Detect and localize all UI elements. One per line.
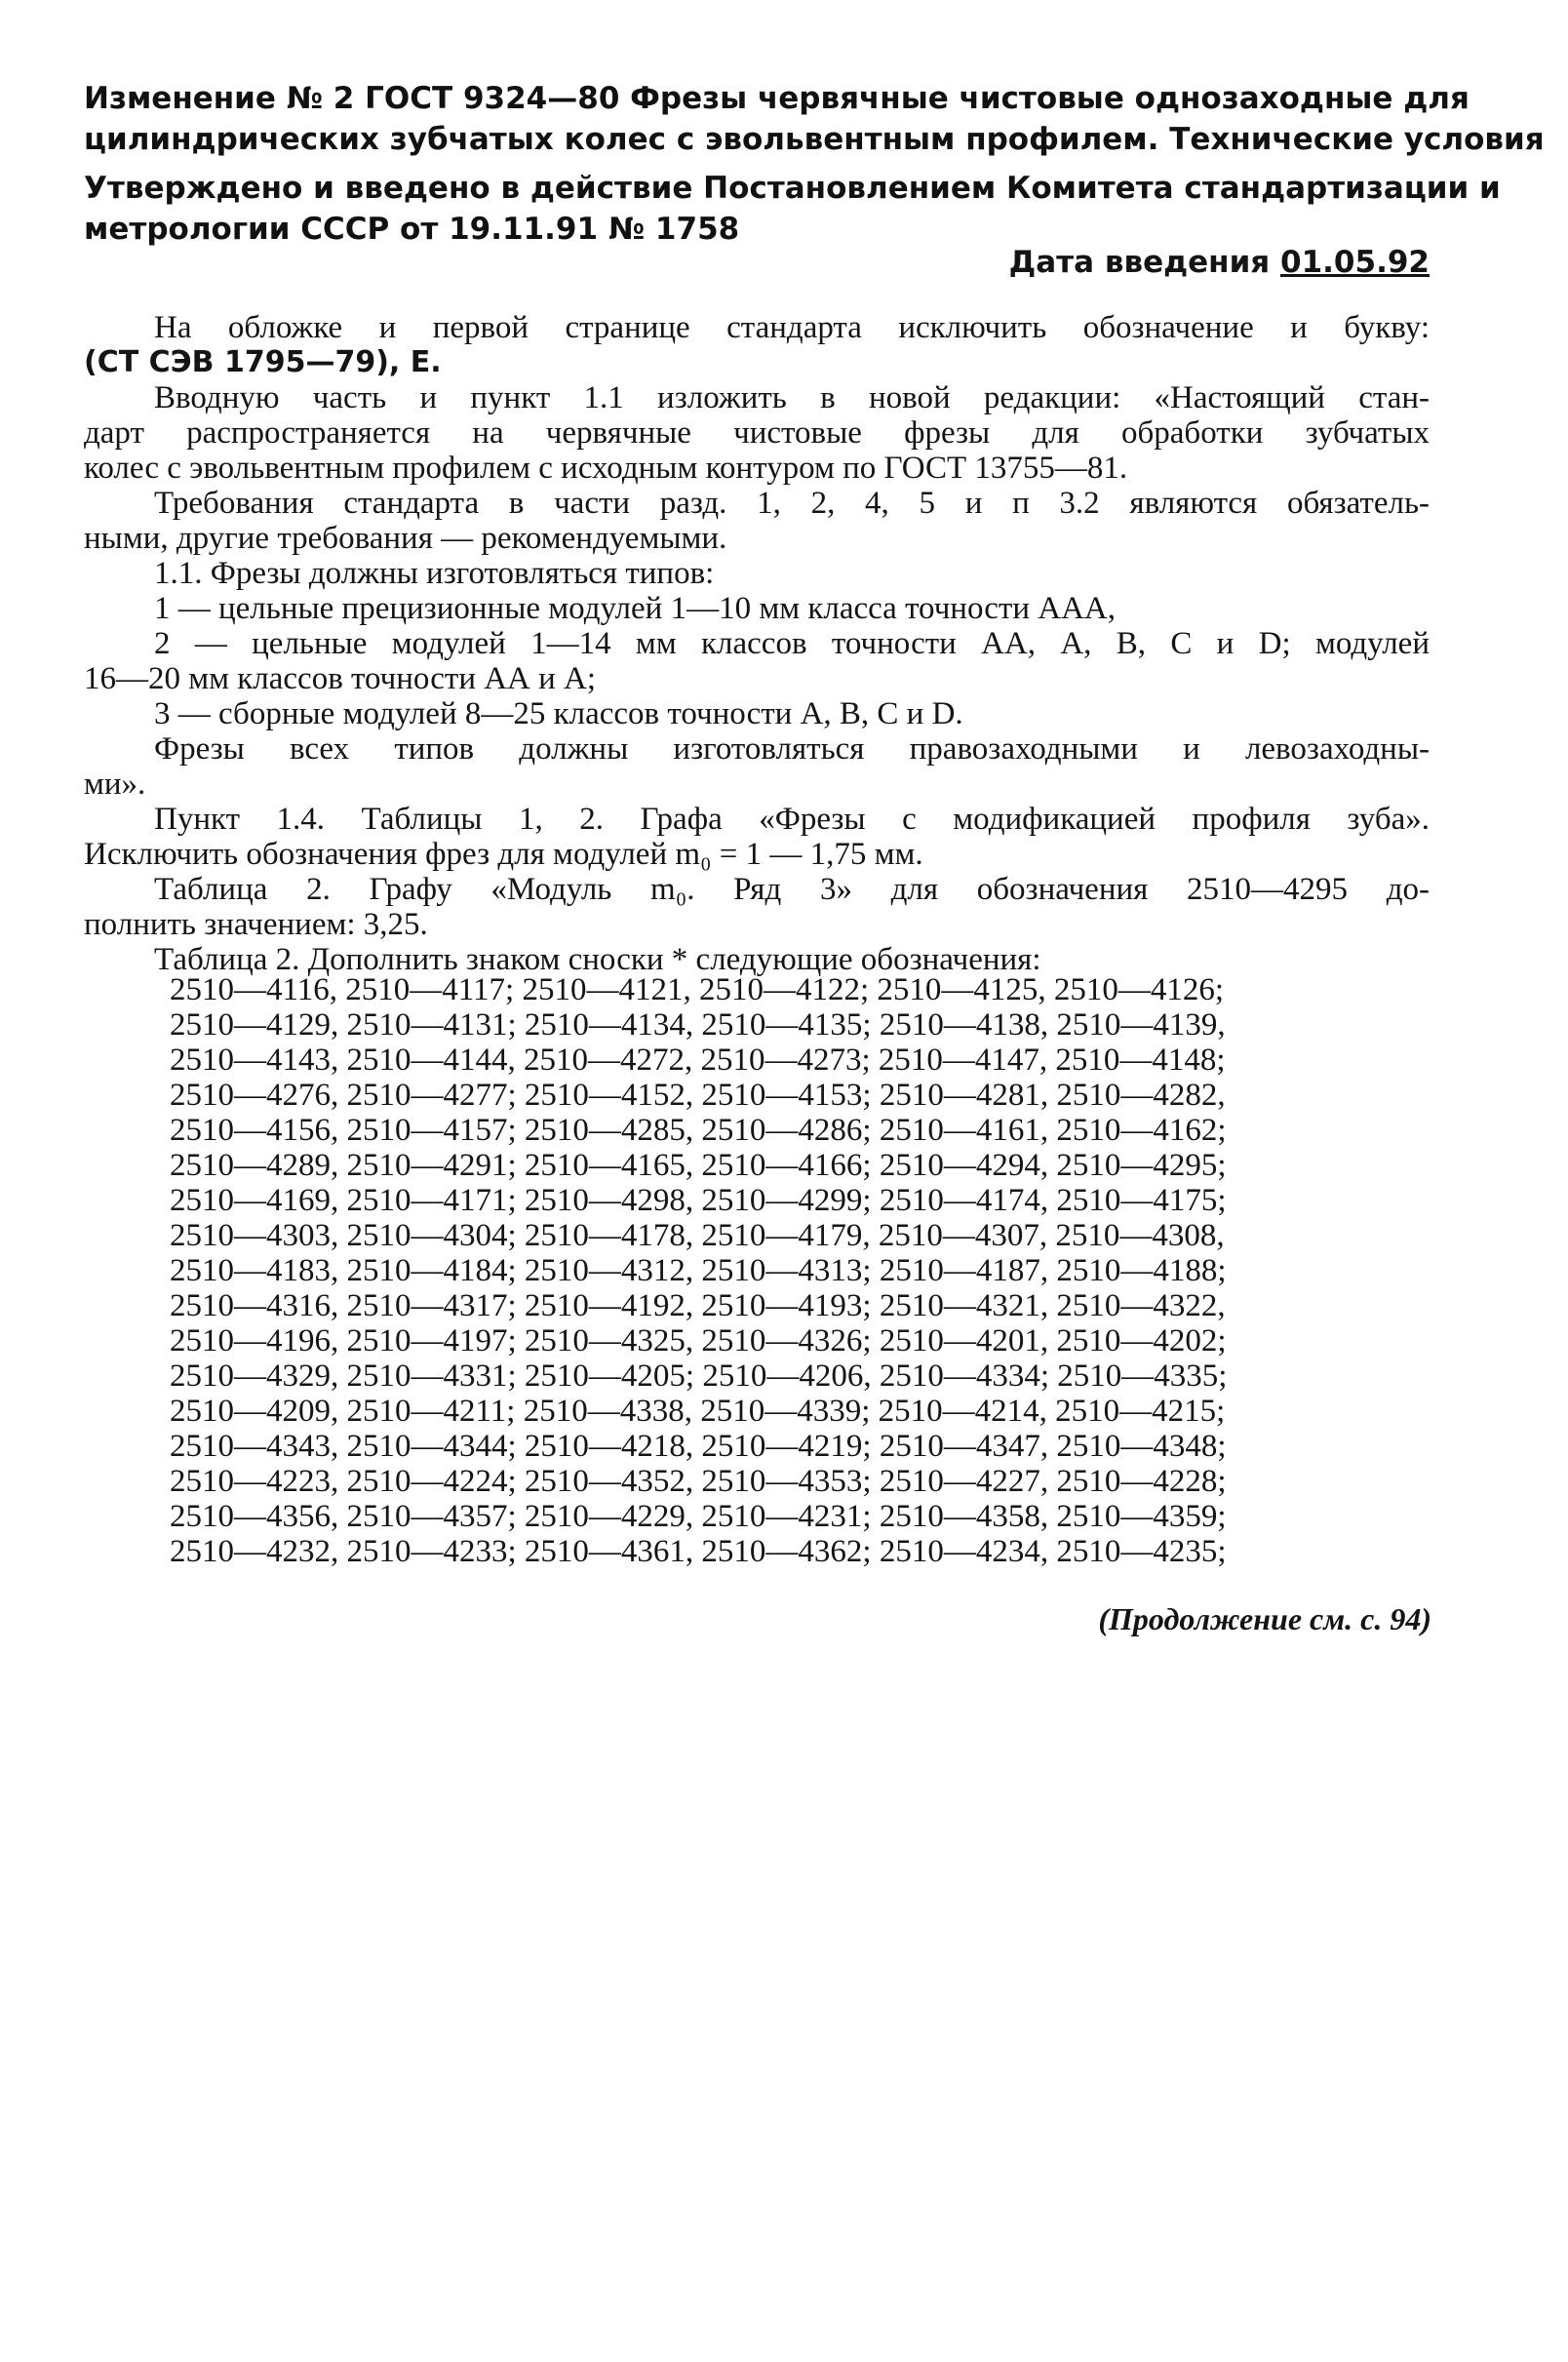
approval-line-2: метрологии СССР от 19.11.91 № 1758 [84,212,740,247]
paragraph-line: Требования стандарта в части разд. 1, 2, 4, 5 и п 3.2 являются обязатель- [154,486,1430,521]
code-list-row: 2510—4209, 2510—4211; 2510—4338, 2510—4339; 2510—4214, 2510—4215; [170,1394,1226,1429]
paragraph-line: 3 — сборные модулей 8—25 классов точности А, В, С и D. [154,696,963,731]
approval-line-1: Утверждено и введено в действие Постановлением Комитета стандартизации и [84,171,1501,206]
paragraph-10 [84,872,1430,942]
code-list-row: 2510—4143, 2510—4144, 2510—4272, 2510—4273; 2510—4147, 2510—4148; [170,1043,1226,1078]
code-list-row: 2510—4276, 2510—4277; 2510—4152, 2510—4153; 2510—4281, 2510—4282, [170,1078,1226,1113]
paragraph-line: Вводную часть и пункт 1.1 изложить в новой редакции: «Настоящий стан- [154,380,1430,415]
code-list-row: 2510—4329, 2510—4331; 2510—4205; 2510—4206, 2510—4334; 2510—4335; [170,1358,1228,1394]
header-title-line-2: цилиндрических зубчатых колес с эвольвентным профилем. Технические условия [84,122,1545,157]
effective-date-label: Дата введения [1008,245,1271,280]
paragraph-6 [84,626,1430,696]
paragraph-line: (СТ СЭВ 1795—79), Е. [84,345,442,379]
code-list-row: 2510—4169, 2510—4171; 2510—4298, 2510—4299; 2510—4174, 2510—4175; [170,1183,1227,1218]
code-list-row: 2510—4223, 2510—4224; 2510—4352, 2510—4353; 2510—4227, 2510—4228; [170,1464,1227,1499]
paragraph-line: дарт распространяется на червячные чистовые фрезы для обработки зубчатых [84,415,1430,451]
paragraph-line: колес с эвольвентным профилем с исходным контуром по ГОСТ 13755—81. [84,451,1128,486]
paragraph-line: На обложке и первой странице стандарта исключить обозначение и букву: [154,310,1430,345]
paragraph-7 [84,696,1430,731]
designation-code-list [170,972,1437,1569]
paragraph-line: Таблица 2. Дополнить знаком сноски * следующие обозначения: [154,942,1041,977]
paragraph-4 [84,556,1430,591]
paragraph-line: Пункт 1.4. Таблицы 1, 2. Графа «Фрезы с модификацией профиля зуба». [154,802,1430,837]
paragraph-3 [84,486,1430,556]
paragraph-5 [84,591,1430,626]
paragraph-line: 2 — цельные модулей 1—14 мм классов точности АА, А, В, С и D; модулей [154,626,1430,661]
paragraph-line: ми». [84,767,146,802]
effective-date-value: 01.05.92 [1280,245,1430,280]
code-list-row: 2510—4129, 2510—4131; 2510—4134, 2510—4135; 2510—4138, 2510—4139, [170,1007,1226,1043]
document-header [84,78,1545,160]
paragraph-line: Исключить обозначения фрез для модулей m₀ = 1 — 1,75 мм. [84,837,923,872]
header-title-line-1: Изменение № 2 ГОСТ 9324—80 Фрезы червячные чистовые однозаходные для [84,81,1470,116]
code-list-row: 2510—4356, 2510—4357; 2510—4229, 2510—4231; 2510—4358, 2510—4359; [170,1499,1227,1534]
paragraph-line: 1 — цельные прецизионные модулей 1—10 мм класса точности ААА, [154,591,1117,626]
code-list-row: 2510—4303, 2510—4304; 2510—4178, 2510—4179, 2510—4307, 2510—4308, [170,1218,1225,1253]
document-body [84,310,1430,977]
code-list-row: 2510—4156, 2510—4157; 2510—4285, 2510—4286; 2510—4161, 2510—4162; [170,1113,1227,1148]
paragraph-line: Фрезы всех типов должны изготовляться правозаходными и левозаходны- [154,731,1430,767]
continuation-note: (Продолжение см. с. 94) [1098,1601,1431,1636]
paragraph-8 [84,731,1430,802]
code-list-row: 2510—4183, 2510—4184; 2510—4312, 2510—4313; 2510—4187, 2510—4188; [170,1253,1227,1288]
paragraph-line: 16—20 мм классов точности АА и А; [84,661,597,696]
code-list-row: 2510—4232, 2510—4233; 2510—4361, 2510—4362; 2510—4234, 2510—4235; [170,1534,1227,1569]
code-list-row: 2510—4116, 2510—4117; 2510—4121, 2510—4122; 2510—4125, 2510—4126; [170,972,1225,1007]
effective-date [1009,242,1430,283]
paragraph-line: Таблица 2. Графу «Модуль m₀. Ряд 3» для обозначения 2510—4295 до- [154,872,1430,907]
code-list-row: 2510—4343, 2510—4344; 2510—4218, 2510—4219; 2510—4347, 2510—4348; [170,1429,1227,1464]
code-list-row: 2510—4289, 2510—4291; 2510—4165, 2510—4166; 2510—4294, 2510—4295; [170,1148,1227,1183]
approval-block [84,168,1501,250]
paragraph-line: 1.1. Фрезы должны изготовляться типов: [154,556,715,591]
paragraph-1 [84,310,1430,380]
paragraph-9 [84,802,1430,872]
code-list-row: 2510—4316, 2510—4317; 2510—4192, 2510—4193; 2510—4321, 2510—4322, [170,1288,1226,1323]
paragraph-line: полнить значением: 3,25. [84,907,428,942]
code-list-row: 2510—4196, 2510—4197; 2510—4325, 2510—4326; 2510—4201, 2510—4202; [170,1323,1227,1358]
paragraph-2 [84,380,1430,486]
paragraph-line: ными, другие требования — рекомендуемыми. [84,521,727,556]
